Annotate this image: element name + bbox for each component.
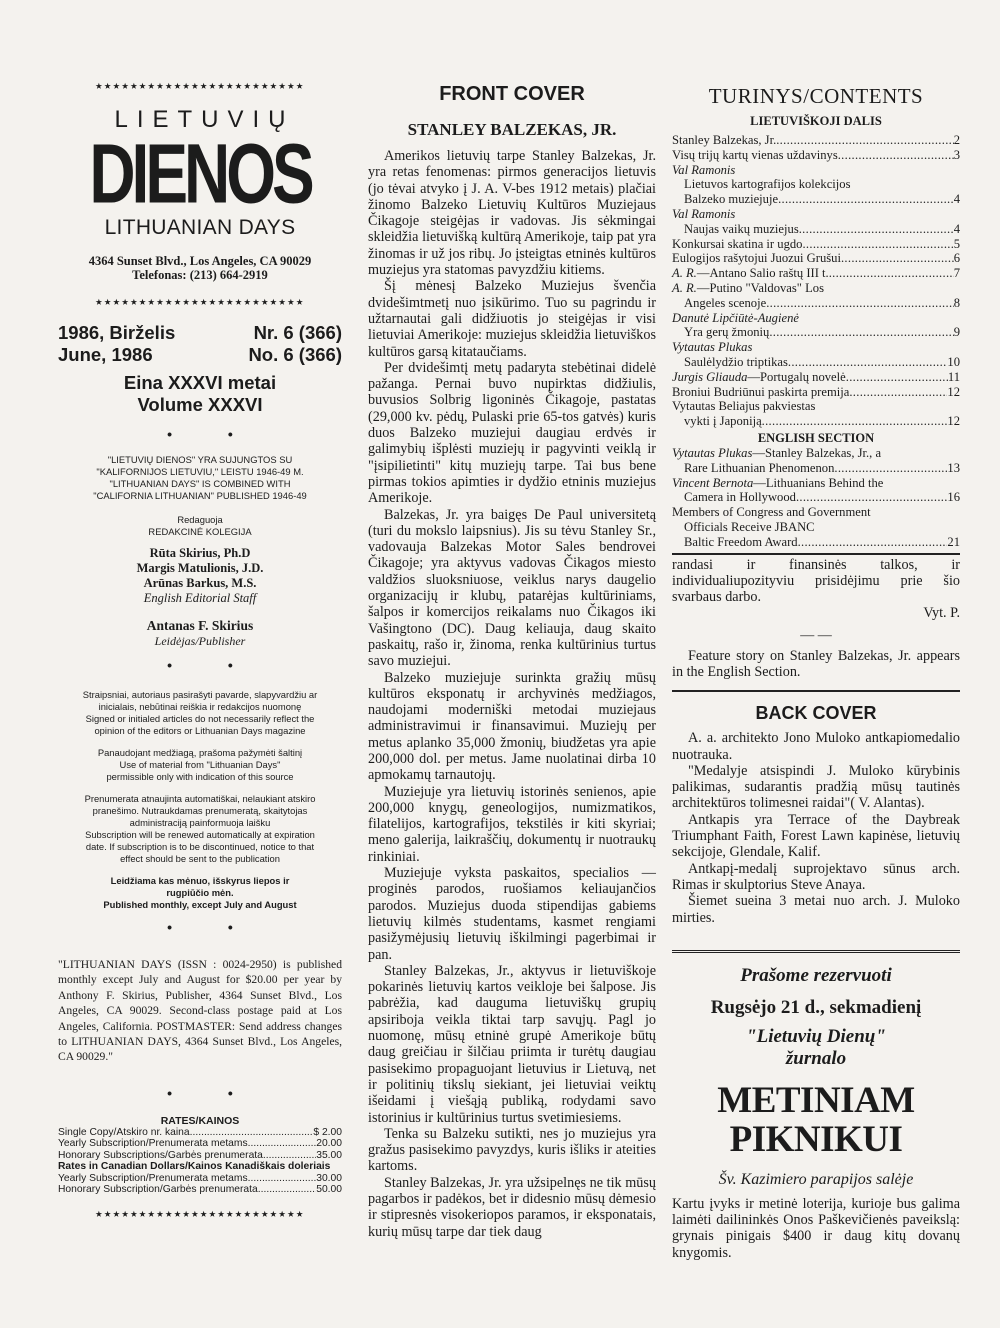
masthead-column: [58, 0, 342, 1220]
back-cover-paragraph: Šiemet sueina 3 metai nuo arch. J. Muloko mirties.: [672, 893, 960, 926]
article-paragraph: Balzekas, Jr. yra baigęs De Paul universitetą (turi du mokslo laipsnius). Jis su tėvu Stanley Sr., vadovauja Balzekas Motor Sales bendrovei Čikagoje; yra aktyvus vadovas Čikagos miesto valdžios sluoksniuose, veiklus narys daugelio organizacijų ir klubų, patarėjas kultūriniams, šalpos ir komercijos reikalams nuo Čikagos iki Vašingtono (DC). Daug keliauja, daug skaito paskaitų, rašo ir, žinoma, renka kultūrinius turtus savo muziejui.: [368, 506, 656, 670]
toc-page: 12: [947, 384, 960, 399]
notice-line: pranešimo. Nutraukdamas prenumeratą, skaitytojas: [92, 805, 308, 816]
toc-author: Jurgis Gliauda: [672, 369, 748, 384]
picnic-rule: [672, 950, 960, 954]
picnic-title1: METINIAM: [717, 1079, 915, 1121]
back-cover-rule: [672, 690, 960, 692]
rate-row: [58, 1138, 342, 1150]
rate-price: 35.00: [316, 1149, 342, 1161]
article-paragraph: Amerikos lietuvių tarpe Stanley Balzekas, Jr. yra retas fenomenas: pirmos generacijos lietuvis (jo tėvai atvyko į J. A. V-bes 1912 metais) plačiai žinomo Balzeko Lietuvių Kultūros Muziejaus Čikagoje steigėjas ir vadovas. Jis sėkmingai skleidžia lietuvišką kultūrą Amerikoje, taip pat yra žinomas ir už jos ribų. Jo įsteigtas etninės kultūros muziejus yra statomas pavyzdžiu kitiems.: [368, 148, 656, 279]
toc-entry[interactable]: [672, 222, 960, 237]
toc-page: 16: [947, 490, 960, 505]
article-paragraph: Šį mėnesį Balzeko Muziejus švenčia dvidešimtmetį nuo įsikūrimo. Tuo su pagrindu ir užtarnautai gali didžiuotis jo steigėjas ir visi lietuviai Amerikoje: muziejus skleidžia lietuviškos kultūros garsą kitataučiams.: [368, 278, 656, 360]
notice-line: Prenumerata atnaujinta automatiškai, nelaukiant atskiro: [84, 793, 316, 804]
article-paragraph: Muziejuje vyksta paskaitos, specialios — proginės parodos, ruošiamos keliaujančios parodos. Muziejus duoda stipendijas gabiems lietuvių kilmės studentams, kasmet rengiami pasižymėjusių lietuvių iškilmingi pagerbimai ir pan.: [368, 865, 656, 963]
picnic-ad: [672, 964, 960, 1190]
merge-note: [58, 454, 342, 502]
picnic-line3: "Lietuvių Dienų": [746, 1025, 886, 1047]
toc-title: Camera in Hollywood: [684, 490, 796, 505]
toc-title: Stanley Balzekas, Jr.: [672, 133, 777, 147]
toc-author: A. R.: [672, 266, 697, 281]
issue-number-lt: Nr. 6 (366): [253, 322, 342, 343]
article-paragraph: Balzeko muziejuje surinkta gražių mūsų kultūros eksponatų ir archyvinės medžiagos, naudojami moderniški metodai muziejaus administravimui ir finansavimui. Muziejų per metus aplanko 35,000 žmonių, biudžetas yra apie 200,000 dol. per metus. Jame nuolatinai dirba 10 apmokamų tarnautojų.: [368, 669, 656, 784]
toc-entry[interactable]: [672, 296, 960, 311]
toc-entry[interactable]: [672, 192, 960, 207]
toc-entry[interactable]: [672, 251, 960, 266]
article-paragraph: Tenka su Balzeku sutikti, nes jo muziejus yra gražus pasisekimo pavyzdys, kuris išliks ir ateities kartoms.: [368, 1125, 656, 1175]
issn-statement: "LITHUANIAN DAYS (ISSN : 0024-2950) is published monthly except July and August for $20.00 per year by Anthony F. Skirius, Publisher, 4364 Sunset Blvd., Los Angeles, CA 90029. Second-class postage paid at Los Angeles, California. POSTMASTER: Send address changes to LITHUANIAN DAYS, 4364 Sunset Blvd., Los Angeles, CA 90029.": [58, 958, 342, 1064]
editorial-staff: English Editorial Staff: [143, 591, 257, 605]
toc-title: Naujas vaikų muziejus: [684, 221, 799, 236]
toc-title: Visų trijų kartų vienas uždavinys: [672, 147, 838, 162]
star-rule: ★★★★★★★★★★★★★★★★★★★★★★★★: [95, 1205, 305, 1220]
published-monthly: [58, 875, 342, 911]
front-cover-subheading: STANLEY BALZEKAS, JR.: [407, 120, 617, 139]
rate-row: [58, 1127, 342, 1139]
issue-number-en: No. 6 (366): [248, 344, 342, 365]
masthead-kicker: LIETUVIŲ: [114, 106, 295, 133]
rate-price: 30.00: [316, 1172, 342, 1184]
notice-line: opinion of the editors or Lithuanian Days magazine: [94, 725, 306, 736]
feature-note: Feature story on Stanley Balzekas, Jr. appears in the English Section.: [672, 647, 960, 680]
editorial-label: REDAKCINĖ KOLEGIJA: [148, 526, 252, 537]
notice-line: Use of material from "Lithuanian Days": [119, 759, 281, 770]
toc-page: 3: [953, 147, 960, 162]
publisher-name: Antanas F. Skirius: [146, 618, 254, 633]
notice-line: permissible only with indication of this source: [106, 771, 294, 782]
toc-title: Lietuvos kartografijos kolekcijos: [684, 177, 851, 192]
toc-entry[interactable]: [672, 490, 960, 505]
article-paragraph: Stanley Balzekas, Jr., aktyvus ir lietuviškoje pokarinės lietuvių kartos veikloje bei šalpose. Jis pabrėžia, kad dauguma lietuviškų grupių apsiriboja veikla tiktai tarp savųjų. Pagl jo nuomonę, mūsų etninė grupė Amerikoje būtų daug greičiau ir šilčiau priimta ir turėtų daugiau pasisekimo propaguojant lietuvius ir Lietuvą, net ir politinių tikslų siekiant, jei lietuviai veiktų išeidami į viešąją publiką, rodydami savo istorinius ir kultūrinius turtus svetimiesiems.: [368, 962, 656, 1126]
toc-page: 8: [953, 295, 960, 310]
editor-list: [58, 546, 342, 606]
toc-author: Val Ramonis: [672, 206, 736, 221]
toc-page: 2: [953, 133, 960, 147]
back-cover-heading: BACK COVER: [755, 703, 877, 724]
toc-page: 13: [947, 460, 960, 475]
rate-label: Honorary Subscription/Garbės prenumerata: [58, 1184, 258, 1196]
contents-heading: TURINYS/CONTENTS: [708, 84, 924, 108]
notice-line: Published monthly, except July and August: [103, 899, 297, 910]
merge-note-line: "KALIFORNIJOS LIETUVIU," LEISTU 1946-49 M.: [96, 466, 304, 477]
separator: — —: [800, 627, 832, 643]
back-cover-paragraph: A. a. architekto Jono Muloko antkapiomedalio nuotrauka.: [672, 730, 960, 763]
toc-page: 10: [947, 354, 960, 369]
notice-line: administraciją painformuoja laišku: [129, 817, 271, 828]
editorial-label: Redaguoja: [177, 514, 223, 525]
toc-page: 12: [947, 414, 960, 429]
article-paragraph: Per dvidešimtį metų padaryta stebėtinai didelė pažanga. Pernai buvo nupirktas didžiulis, buvusios Solbrig ligoninės Čikagoje, pastatas (29,000 kv. pėdų, Pulaski prie 65-tos gatvės) kuris duos Balzeko muziejui daugiau erdvės ir galimybių išplėsti muziejų ir pagyvinti veiklą ir "įsipilietinti" kitų muziejų tarpe. Tai bus bene pirmas tokios apimties ir dydžio etninis muziejus Amerikoje.: [368, 359, 656, 507]
toc-page: 7: [953, 266, 960, 281]
address: 4364 Sunset Blvd., Los Angeles, CA 90029: [88, 254, 312, 268]
toc-entry[interactable]: [672, 461, 960, 476]
notice-line: effect should be sent to the publication: [120, 853, 280, 864]
toc-title: Balzeko muziejuje: [684, 192, 779, 207]
volume-en: Volume XXXVI: [137, 394, 263, 415]
canadian-rates-heading: Rates in Canadian Dollars/Kainos Kanadiškais doleriais: [58, 1161, 331, 1173]
phone: Telefonas: (213) 664-2919: [132, 268, 268, 282]
toc-title: Saulėlydžio triptikas: [684, 354, 788, 369]
toc-english: [672, 446, 960, 550]
contents-rule: [672, 553, 960, 555]
picnic-text: Kartu įvyks ir metinė loterija, kurioje bus galima laimėti dailininkės Onos Paškevičienės paveikslą: grynais pinigais $400 ir daug kitų dovanų knygomis.: [672, 1195, 960, 1261]
toc-entry[interactable]: [672, 385, 960, 400]
rate-row: [58, 1173, 342, 1185]
rate-price: 50.00: [316, 1184, 342, 1196]
toc-entry[interactable]: [672, 414, 960, 429]
toc-author: Val Ramonis: [672, 162, 736, 177]
toc-title: Vytautas Beliajus pakviestas: [672, 399, 816, 414]
toc-title: —Lithuanians Behind the: [753, 475, 884, 490]
toc-entry[interactable]: [672, 133, 960, 148]
merge-note-line: "LIETUVIŲ DIENOS" YRA SUJUNGTOS SU: [107, 454, 293, 465]
toc-title: Konkursai skatina ir ugdo: [672, 236, 803, 251]
picnic-place: Šv. Kazimiero parapijos salėje: [718, 1170, 914, 1188]
picnic-line2: Rugsėjo 21 d., sekmadienį: [710, 996, 922, 1018]
rate-price: $ 2.00: [313, 1126, 342, 1138]
toc-entry[interactable]: [672, 325, 960, 340]
notice-line: Leidžiama kas mėnuo, išskyrus liepos ir: [110, 875, 290, 886]
issue-date-en: June, 1986: [58, 344, 153, 365]
notice-subscription: [58, 793, 342, 865]
volume-lt: Eina XXXVI metai: [123, 372, 277, 393]
lt-section-heading: LIETUVIŠKOJI DALIS: [750, 114, 882, 128]
toc-title: —Antano Salio raštų III t.: [696, 266, 829, 281]
masthead-title: DIENOS: [89, 126, 311, 221]
toc-author: Danutė Lipčiūtė-Augienė: [672, 310, 799, 325]
notice-line: Panaudojant medžiagą, prašoma pažymėti šaltinį: [97, 747, 303, 758]
notice-line: Signed or initialed articles do not necessarily reflect the: [85, 713, 315, 724]
toc-entry[interactable]: [672, 237, 960, 252]
toc-page: 9: [953, 325, 960, 340]
dot-separator: • •: [167, 919, 259, 935]
back-cover-paragraph: Antkapis yra Terrace of the Daybreak Triumphant Faith, Forest Lawn kapinėse, lietuvių sekcijoje, Glendale, Kalif.: [672, 811, 960, 861]
toc-page: 11: [947, 369, 960, 384]
toc-title: Yra gerų žmonių: [684, 325, 770, 340]
toc-title: —Stanley Balzekas, Jr., a: [752, 445, 882, 460]
notice-line: rugpiūčio mėn.: [166, 887, 234, 898]
issue-date-lt: 1986, Birželis: [58, 322, 176, 343]
rate-row: [58, 1150, 342, 1162]
toc-page: 4: [953, 192, 960, 207]
article-paragraph: Stanley Balzekas, Jr. yra užsipelnęs ne tik mūsų pagarbos ir padėkos, bet ir didesnio mūsų dėmesio ir stipresnės visokeriopos paramos, ir eksponatais, kurių mūsų tarpe dar tiek daug: [368, 1174, 656, 1240]
toc-page: 5: [953, 236, 960, 251]
toc-entry[interactable]: [672, 148, 960, 163]
back-cover-body: [672, 730, 960, 926]
toc-page: 4: [953, 221, 960, 236]
rate-label: Single Copy/Atskiro nr. kaina: [58, 1126, 190, 1138]
front-cover-heading: FRONT COVER: [439, 83, 585, 105]
editor-name: Arūnas Barkus, M.S.: [143, 576, 257, 590]
toc-title: vykti į Japoniją: [684, 414, 762, 429]
toc-title: Officials Receive JBANC: [684, 519, 815, 534]
signature: Vyt. P.: [923, 605, 960, 622]
toc-author: Vytautas Plukas: [672, 340, 753, 355]
toc-title: Rare Lithuanian Phenomenon: [684, 460, 835, 475]
notice-line: Subscription will be renewed automatically at expiration: [85, 829, 315, 840]
toc-author: Vytautas Plukas: [672, 445, 753, 460]
toc-page: 21: [947, 534, 960, 549]
dot-separator: • •: [167, 426, 259, 442]
picnic-title2: PIKNIKUI: [729, 1118, 903, 1160]
toc-entry[interactable]: [672, 266, 960, 281]
rate-price: 20.00: [316, 1138, 342, 1150]
toc-entry[interactable]: [672, 535, 960, 550]
continuation-text: randasi ir finansinės talkos, ir individualiupozityviu prisidėjimu prie šio svarbaus darbo.: [672, 556, 960, 606]
rate-label: Yearly Subscription/Prenumerata metams: [58, 1172, 248, 1184]
toc-page: 6: [953, 251, 960, 266]
dot-separator: • •: [167, 1084, 259, 1101]
rate-label: Yearly Subscription/Prenumerata metams: [58, 1138, 248, 1150]
publisher-role: Leidėjas/Publisher: [154, 634, 246, 648]
toc-title: Baltic Freedom Award: [684, 534, 798, 549]
front-cover-column: [368, 0, 656, 1240]
merge-note-line: "CALIFORNIA LITHUANIAN" PUBLISHED 1946-49: [93, 490, 307, 501]
notice-source: [58, 747, 342, 783]
notice-signed: [58, 689, 342, 737]
toc-lithuanian: [672, 133, 960, 429]
rate-row: [58, 1184, 342, 1196]
picnic-line4: žurnalo: [785, 1047, 847, 1069]
editor-name: Margis Matulionis, J.D.: [136, 561, 264, 575]
toc-title: Broniui Budriūnui paskirta premija: [672, 384, 850, 399]
editor-name: Rūta Skirius, Ph.D: [149, 546, 251, 560]
toc-title: Members of Congress and Government: [672, 505, 871, 520]
toc-title: —Portugalų novelė: [747, 369, 846, 384]
back-cover-paragraph: "Medalyje atsispindi J. Muloko kūrybinis palikimas, sudarantis pradžią mūsų tautinės architektūros tolimesnei raidai"( V. Alantas).: [672, 762, 960, 812]
toc-author: A. R.: [672, 280, 697, 295]
toc-entry[interactable]: [672, 355, 960, 370]
toc-author: Vincent Bernota: [672, 475, 754, 490]
editorial-board: [58, 514, 342, 538]
picnic-line1: Prašome rezervuoti: [740, 964, 892, 986]
toc-title: Angeles scenoje: [684, 295, 767, 310]
star-rule: ★★★★★★★★★★★★★★★★★★★★★★★★: [95, 294, 305, 308]
notice-line: inicialais, nebūtinai reiškia ir redakcijos nuomonę: [98, 701, 302, 712]
issue-info: [58, 322, 342, 416]
dot-separator: • •: [167, 657, 259, 673]
back-cover-paragraph: Antkapį-medalį suprojektavo sūnus arch. Rimas ir skulptorius Steve Anaya.: [672, 860, 960, 893]
contents-column: [672, 0, 960, 1261]
toc-title: —Putino "Valdovas" Los: [696, 280, 824, 295]
notice-line: date. If subscription is to be discontinued, notice to that: [85, 841, 315, 852]
rates-table: [58, 1127, 342, 1196]
rate-label: Honorary Subscriptions/Garbės prenumerata: [58, 1149, 263, 1161]
toc-entry[interactable]: [672, 370, 960, 385]
star-rule: ★★★★★★★★★★★★★★★★★★★★★★★★: [95, 78, 305, 92]
en-section-heading: ENGLISH SECTION: [757, 430, 875, 445]
toc-title: Eulogijos rašytojui Juozui Grušui: [672, 251, 841, 266]
article-body: [368, 148, 656, 1240]
article-paragraph: Muziejuje yra lietuvių istorinės senienos, apie 200,000 knygų, geneologijos, numizmatikos, filatelijos, kartografijos, tekstilės ir kiti skyriai; meno galerija, laikraščių, dokumentų ir nuotraukų rinkiniai.: [368, 783, 656, 865]
masthead-subtitle: LITHUANIAN DAYS: [104, 216, 296, 239]
rates-title: RATES/KAINOS: [160, 1114, 240, 1127]
merge-note-line: "LITHUANIAN DAYS" IS COMBINED WITH: [109, 478, 291, 489]
notice-line: Straipsniai, autoriaus pasirašyti pavarde, slapyvardžiu ar: [82, 689, 318, 700]
publisher: [58, 618, 342, 649]
